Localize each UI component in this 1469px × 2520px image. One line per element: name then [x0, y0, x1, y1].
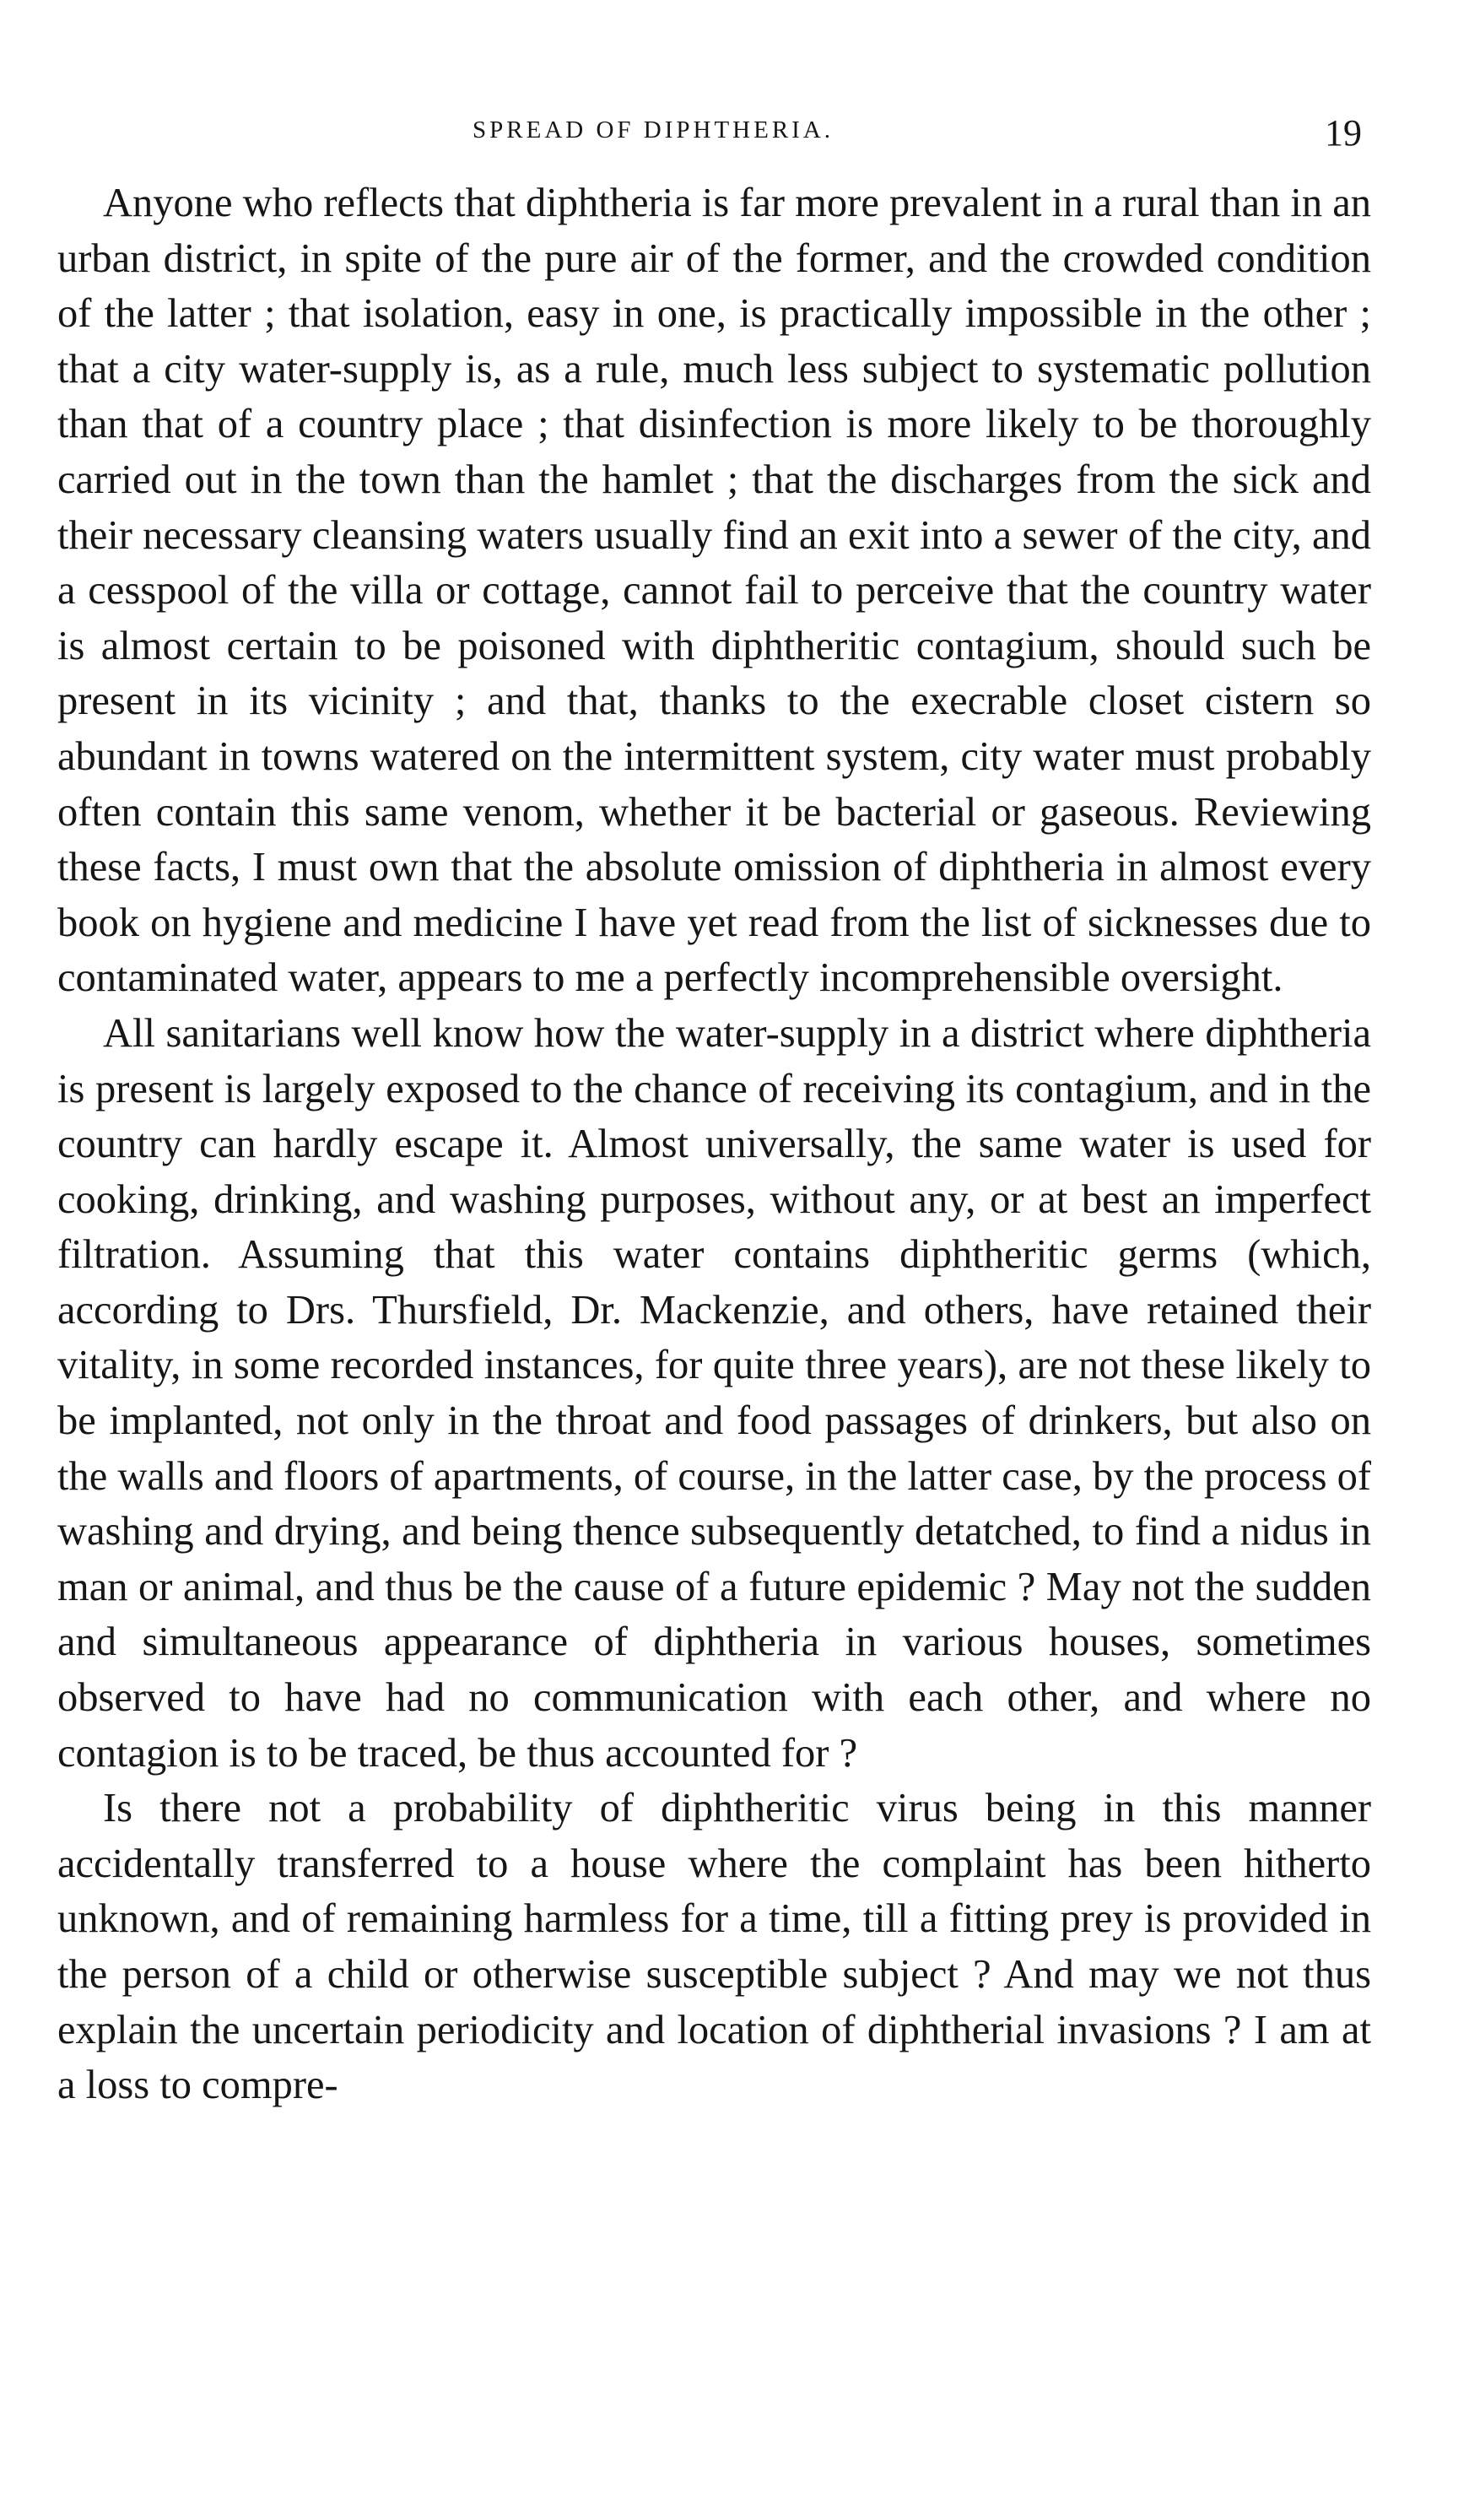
- body-text: [57, 176, 1371, 2113]
- paragraph-1: Anyone who reflects that diphtheria is far more prevalent in a rural than in an urban district, in spite of the pure air of the former, and the crowded condition of the latter ; that isolation, easy in one, is practically impossible in the other ; that a city water-supply is, as a rule, much less subject to systematic pollution than that of a country place ; that disinfection is more likely to be thoroughly carried out in the town than the hamlet ; that the discharges from the sick and their necessary cleansing waters usually find an exit into a sewer of the city, and a cesspool of the villa or cottage, cannot fail to perceive that the country water is almost certain to be poisoned with diphtheritic contagium, should such be present in its vicinity ; and that, thanks to the execrable closet cistern so abundant in towns watered on the intermittent system, city water must probably often contain this same venom, whether it be bacterial or gaseous. Reviewing these facts, I must own that the absolute omission of diphtheria in almost every book on hygiene and medicine I have yet read from the list of sicknesses due to contaminated water, appears to me a perfectly incomprehensible oversight.: [57, 181, 1371, 1001]
- paragraph-2: All sanitarians well know how the water-supply in a district where diphtheria is present is largely exposed to the chance of receiving its contagium, and in the country can hardly escape it. Almost universally, the same water is used for cooking, drinking, and washing purposes, without any, or at best an imperfect filtration. Assuming that this water contains diphtheritic germs (which, according to Drs. Thursfield, Dr. Mackenzie, and others, have retained their vitality, in some recorded instances, for quite three years), are not these likely to be implanted, not only in the throat and food passages of drinkers, but also on the walls and floors of apartments, of course, in the latter case, by the process of washing and drying, and being thence subsequently detatched, to find a nidus in man or animal, and thus be the cause of a future epidemic ? May not the sudden and simultaneous appearance of diphtheria in various houses, sometimes observed to have had no communication with each other, and where no contagion is to be traced, be thus accounted for ?: [57, 1010, 1371, 1776]
- running-head: [0, 112, 1469, 159]
- running-title: SPREAD OF DIPHTHERIA.: [473, 116, 834, 143]
- paragraph-3: Is there not a probability of diphtheritic virus being in this manner accidentally transferred to a house where the complaint has been hitherto unknown, and of remaining harmless for a time, till a fitting prey is provided in the person of a child or otherwise susceptible subject ? And may we not thus explain the uncertain periodicity and location of diphtherial invasions ? I am at a loss to compre-: [57, 1786, 1371, 2108]
- page-number: 19: [1325, 112, 1362, 154]
